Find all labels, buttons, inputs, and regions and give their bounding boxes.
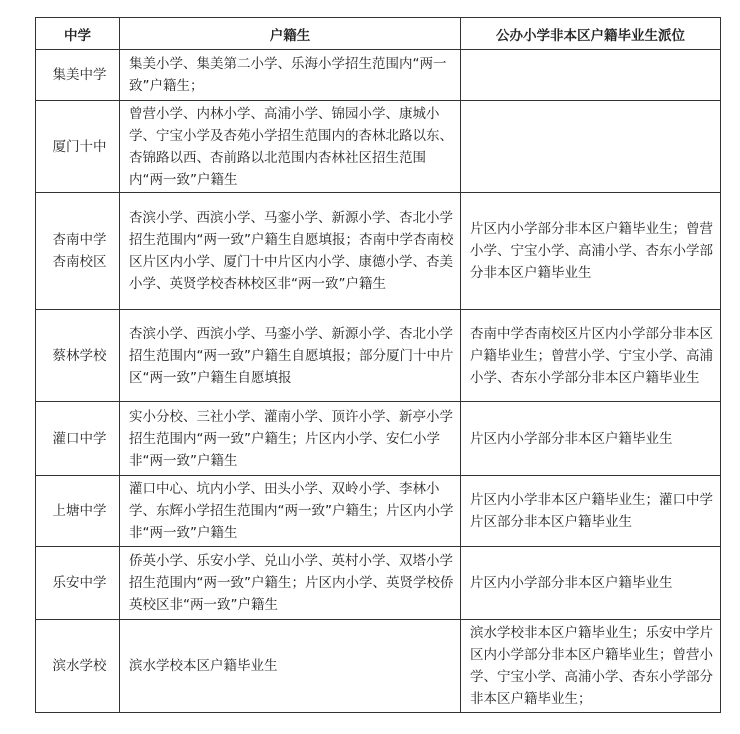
school-name: 集美中学 xyxy=(36,50,120,101)
school-name: 灌口中学 xyxy=(36,402,120,476)
table-row xyxy=(36,402,721,476)
local-students-cell: 滨水学校本区户籍毕业生 xyxy=(120,620,461,713)
school-name: 乐安中学 xyxy=(36,547,120,620)
local-students-cell: 实小分校、三社小学、灌南小学、顶许小学、新亭小学招生范围内“两一致”户籍生；片区内小学、安仁小学非“两一致”户籍生 xyxy=(120,402,461,476)
nonlocal-allocation-cell xyxy=(461,101,721,193)
local-students-cell: 杏滨小学、西滨小学、马銮小学、新源小学、杏北小学招生范围内“两一致”户籍生自愿填报；部分厦门十中片区“两一致”户籍生自愿填报 xyxy=(120,310,461,402)
school-name: 上塘中学 xyxy=(36,476,120,547)
table-row xyxy=(36,50,721,101)
table-row xyxy=(36,476,721,547)
nonlocal-allocation-cell: 片区内小学部分非本区户籍毕业生 xyxy=(461,402,721,476)
nonlocal-allocation-cell: 片区内小学非本区户籍毕业生；灌口中学片区部分非本区户籍毕业生 xyxy=(461,476,721,547)
nonlocal-allocation-cell xyxy=(461,50,721,101)
local-students-cell: 侨英小学、乐安小学、兑山小学、英村小学、双塔小学招生范围内“两一致”户籍生；片区内小学、英贤学校侨英校区非“两一致”户籍生 xyxy=(120,547,461,620)
table-row xyxy=(36,193,721,310)
local-students-cell: 灌口中心、坑内小学、田头小学、双岭小学、李林小学、东辉小学招生范围内“两一致”户籍生；片区内小学非“两一致”户籍生 xyxy=(120,476,461,547)
local-students-cell: 曾营小学、内林小学、高浦小学、锦园小学、康城小学、宁宝小学及杏苑小学招生范围内的杏林北路以东、杏锦路以西、杏前路以北范围内杏林社区招生范围内“两一致”户籍生 xyxy=(120,101,461,193)
nonlocal-allocation-cell: 片区内小学部分非本区户籍毕业生 xyxy=(461,547,721,620)
nonlocal-allocation-cell: 杏南中学杏南校区片区内小学部分非本区户籍毕业生；曾营小学、宁宝小学、高浦小学、杏东小学部分非本区户籍毕业生 xyxy=(461,310,721,402)
school-name: 蔡林学校 xyxy=(36,310,120,402)
table-row xyxy=(36,310,721,402)
table-row xyxy=(36,101,721,193)
school-name: 滨水学校 xyxy=(36,620,120,713)
header-local-students: 户籍生 xyxy=(120,18,461,50)
header-row xyxy=(36,18,721,50)
table-row xyxy=(36,620,721,713)
school-name: 厦门十中 xyxy=(36,101,120,193)
header-school: 中学 xyxy=(36,18,120,50)
local-students-cell: 集美小学、集美第二小学、乐海小学招生范围内“两一致”户籍生； xyxy=(120,50,461,101)
local-students-cell: 杏滨小学、西滨小学、马銮小学、新源小学、杏北小学招生范围内“两一致”户籍生自愿填报；杏南中学杏南校区片区内小学、厦门十中片区内小学、康德小学、杏美小学、英贤学校杏林校区非“两一致”户籍生 xyxy=(120,193,461,310)
table-row xyxy=(36,547,721,620)
nonlocal-allocation-cell: 片区内小学部分非本区户籍毕业生；曾营小学、宁宝小学、高浦小学、杏东小学部分非本区户籍毕业生 xyxy=(461,193,721,310)
allocation-table xyxy=(35,17,721,713)
nonlocal-allocation-cell: 滨水学校非本区户籍毕业生；乐安中学片区内小学部分非本区户籍毕业生；曾营小学、宁宝小学、高浦小学、杏东小学部分非本区户籍毕业生； xyxy=(461,620,721,713)
header-nonlocal-allocation: 公办小学非本区户籍毕业生派位 xyxy=(461,18,721,50)
school-name: 杏南中学 杏南校区 xyxy=(36,193,120,310)
